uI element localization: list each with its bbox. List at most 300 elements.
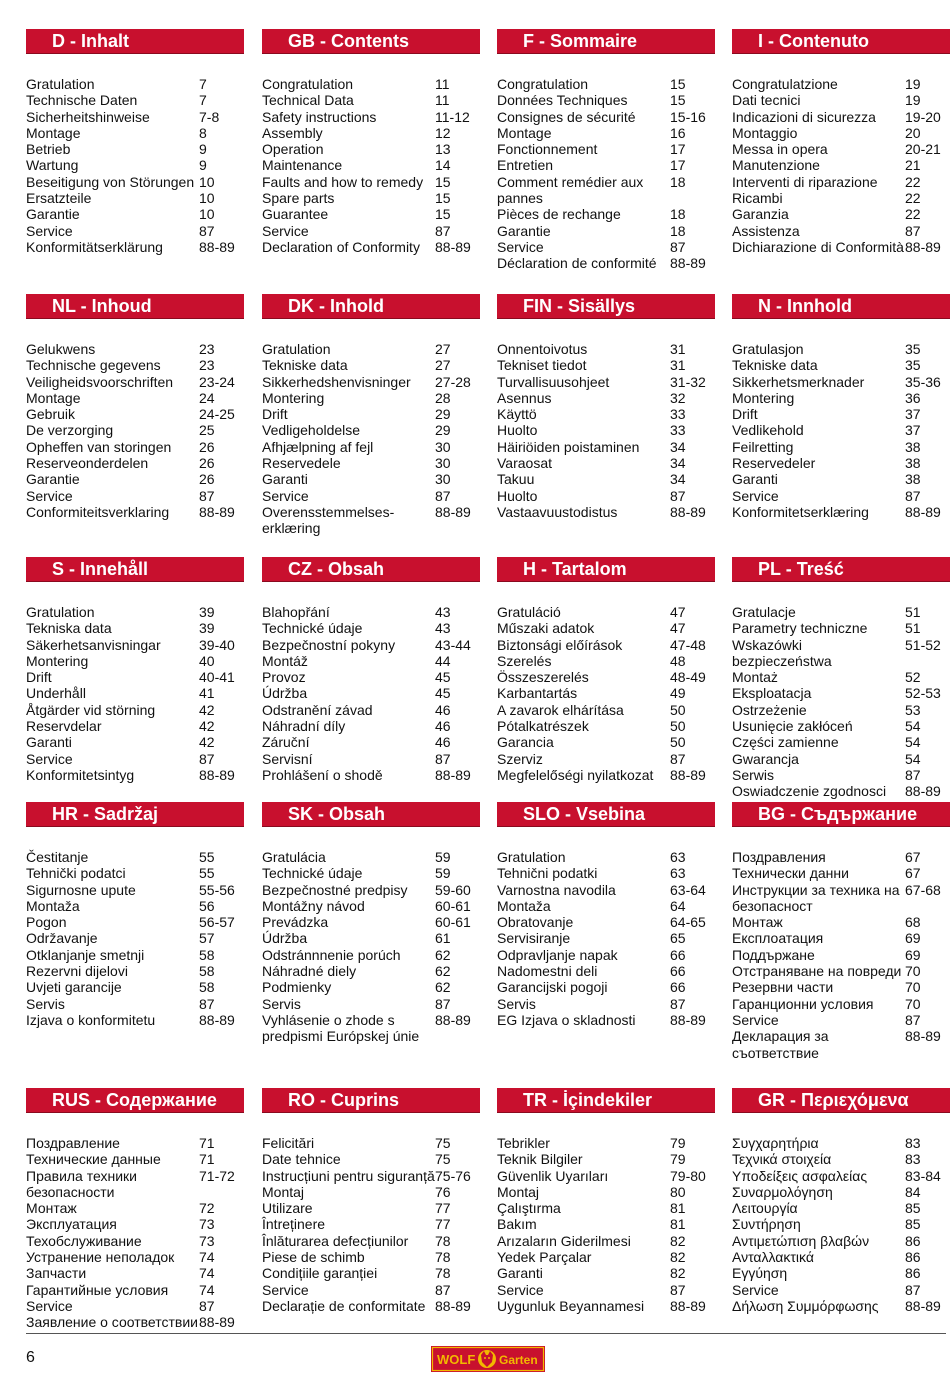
toc-entry bbox=[262, 1151, 480, 1167]
entry-page: 40-41 bbox=[199, 669, 235, 686]
toc-entry bbox=[497, 471, 715, 487]
entry-page: 59 bbox=[435, 849, 451, 865]
toc-entry bbox=[262, 849, 480, 865]
toc-entry bbox=[262, 504, 480, 537]
entry-page: 71 bbox=[199, 1151, 215, 1168]
toc-entry bbox=[497, 849, 715, 865]
section-header bbox=[262, 802, 480, 826]
footer-divider bbox=[26, 1333, 946, 1334]
toc-entry bbox=[497, 637, 715, 653]
toc-entry bbox=[732, 604, 950, 620]
entry-label: Servis bbox=[262, 995, 301, 1012]
entry-label: Montage bbox=[26, 124, 81, 141]
entry-page: 87 bbox=[199, 487, 215, 504]
toc-entry bbox=[732, 76, 950, 92]
entry-label: Dati tecnici bbox=[732, 92, 801, 109]
toc-entry bbox=[262, 422, 480, 438]
entry-page: 49 bbox=[670, 685, 686, 702]
toc-entry bbox=[732, 882, 950, 915]
toc-entry bbox=[26, 1135, 244, 1151]
entry-label: Pogon bbox=[26, 914, 67, 931]
entry-page: 39-40 bbox=[199, 636, 235, 653]
toc-section-f bbox=[497, 29, 715, 272]
language-code: RUS bbox=[52, 1090, 91, 1110]
entry-label: De verzorging bbox=[26, 422, 114, 439]
section-header bbox=[26, 29, 244, 53]
entry-label: Montáž bbox=[262, 652, 308, 669]
entry-label: Техобслуживание bbox=[26, 1232, 142, 1249]
toc-entry bbox=[732, 669, 950, 685]
entry-label: Teknik Bilgiler bbox=[497, 1151, 583, 1168]
entry-label: Service bbox=[497, 238, 544, 255]
toc-entry bbox=[262, 669, 480, 685]
toc-entry bbox=[26, 488, 244, 504]
entry-label: Szerelés bbox=[497, 652, 552, 669]
entry-label: Технические данные bbox=[26, 1151, 161, 1168]
toc-list bbox=[497, 341, 715, 520]
entry-page: 87 bbox=[670, 995, 686, 1012]
header-separator: - bbox=[64, 559, 81, 579]
entry-page: 56-57 bbox=[199, 914, 235, 931]
entry-page: 51 bbox=[905, 620, 921, 637]
toc-entry bbox=[732, 751, 950, 767]
toc-section-cz bbox=[262, 557, 480, 783]
entry-page: 76 bbox=[435, 1183, 451, 1200]
section-header bbox=[732, 29, 950, 53]
entry-page: 58 bbox=[199, 946, 215, 963]
toc-entry bbox=[26, 174, 244, 190]
toc-entry bbox=[497, 1282, 715, 1298]
entry-page: 81 bbox=[670, 1216, 686, 1233]
toc-entry bbox=[26, 947, 244, 963]
toc-entry bbox=[262, 374, 480, 390]
entry-page: 65 bbox=[670, 930, 686, 947]
entry-label: Nadomestni deli bbox=[497, 963, 598, 980]
toc-entry bbox=[732, 620, 950, 636]
toc-entry bbox=[26, 92, 244, 108]
entry-page: 22 bbox=[905, 173, 921, 190]
entry-page: 59-60 bbox=[435, 881, 471, 898]
toc-entry bbox=[26, 141, 244, 157]
toc-entry bbox=[732, 947, 950, 963]
entry-page: 88-89 bbox=[435, 503, 471, 520]
entry-label: Údržba bbox=[262, 685, 308, 702]
entry-label: Konformitetsintyg bbox=[26, 766, 135, 783]
entry-label: Műszaki adatok bbox=[497, 620, 595, 637]
entry-label: Gwarancja bbox=[732, 750, 799, 767]
toc-entry bbox=[26, 125, 244, 141]
entry-page: 88-89 bbox=[905, 1028, 941, 1045]
entry-page: 88-89 bbox=[435, 238, 471, 255]
entry-page: 42 bbox=[199, 701, 215, 718]
entry-label: Garantie bbox=[26, 206, 80, 223]
toc-entry bbox=[497, 157, 715, 173]
toc-section-dk bbox=[262, 294, 480, 537]
entry-page: 33 bbox=[670, 422, 686, 439]
entry-page: 70 bbox=[905, 995, 921, 1012]
toc-entry bbox=[732, 174, 950, 190]
entry-page: 24-25 bbox=[199, 406, 235, 423]
entry-page: 87 bbox=[199, 750, 215, 767]
toc-section-tr bbox=[497, 1088, 715, 1314]
entry-label: Montaj bbox=[497, 1183, 540, 1200]
entry-page: 21 bbox=[905, 157, 921, 174]
toc-entry bbox=[262, 1282, 480, 1298]
toc-entry bbox=[497, 1184, 715, 1200]
toc-entry bbox=[262, 1012, 480, 1045]
entry-label: Монтаж bbox=[732, 914, 783, 931]
entry-label: Montage bbox=[26, 389, 81, 406]
entry-label: Гаранционни условия bbox=[732, 995, 874, 1012]
entry-label: Opheffen van storingen bbox=[26, 438, 172, 455]
header-separator: - bbox=[560, 804, 577, 824]
entry-page: 19 bbox=[905, 92, 921, 109]
entry-label: Onnentoivotus bbox=[497, 341, 588, 357]
toc-list bbox=[26, 341, 244, 520]
toc-section-pl bbox=[732, 557, 950, 800]
entry-label: Drift bbox=[262, 406, 288, 423]
toc-entry bbox=[262, 406, 480, 422]
entry-page: 55 bbox=[199, 865, 215, 882]
toc-entry bbox=[262, 963, 480, 979]
entry-page: 46 bbox=[435, 734, 451, 751]
toc-entry bbox=[732, 963, 950, 979]
entry-page: 75 bbox=[435, 1151, 451, 1168]
toc-entry bbox=[732, 1233, 950, 1249]
entry-page: 30 bbox=[435, 438, 451, 455]
toc-list bbox=[262, 341, 480, 537]
entry-label: Montaj bbox=[262, 1183, 305, 1200]
entry-page: 74 bbox=[199, 1281, 215, 1298]
entry-label: Reserveonderdelen bbox=[26, 455, 149, 472]
entry-page: 87 bbox=[199, 1297, 215, 1314]
entry-label: Megfelelőségi nyilatkozat bbox=[497, 766, 654, 783]
entry-page: 78 bbox=[435, 1249, 451, 1266]
entry-page: 58 bbox=[199, 963, 215, 980]
entry-label: Veiligheidsvoorschriften bbox=[26, 373, 174, 390]
header-separator: - bbox=[536, 559, 552, 579]
entry-page: 11 bbox=[435, 92, 450, 109]
entry-page: 34 bbox=[670, 471, 686, 488]
entry-label: Entretien bbox=[497, 157, 554, 174]
toc-entry bbox=[497, 898, 715, 914]
entry-page: 88-89 bbox=[199, 238, 235, 255]
section-header bbox=[26, 294, 244, 318]
entry-page: 86 bbox=[905, 1232, 921, 1249]
entry-page: 86 bbox=[905, 1249, 921, 1266]
entry-label: Montage bbox=[497, 124, 552, 141]
entry-label: Garanti bbox=[262, 471, 308, 488]
toc-section-nl bbox=[26, 294, 244, 520]
toc-entry bbox=[732, 685, 950, 701]
toc-entry bbox=[26, 653, 244, 669]
entry-label: Service bbox=[497, 1281, 544, 1298]
toc-entry bbox=[732, 455, 950, 471]
section-header bbox=[26, 557, 244, 581]
toc-entry bbox=[26, 223, 244, 239]
section-title: Sommaire bbox=[550, 31, 638, 51]
toc-entry bbox=[26, 1233, 244, 1249]
section-header bbox=[262, 1088, 480, 1112]
entry-page: 27 bbox=[435, 341, 451, 357]
entry-label: Huolto bbox=[497, 487, 538, 504]
entry-label: Uygunluk Beyannamesi bbox=[497, 1297, 645, 1314]
entry-label: Konformitetserklæring bbox=[732, 503, 869, 520]
entry-label: Гарантийные условия bbox=[26, 1281, 169, 1298]
toc-entry bbox=[26, 751, 244, 767]
toc-entry bbox=[26, 504, 244, 520]
entry-page: 32 bbox=[670, 389, 686, 406]
toc-entry bbox=[262, 109, 480, 125]
header-separator: - bbox=[314, 296, 330, 316]
toc-entry bbox=[262, 898, 480, 914]
section-title: Inhold bbox=[330, 296, 384, 316]
toc-entry bbox=[497, 947, 715, 963]
entry-label: Čestitanje bbox=[26, 849, 89, 865]
toc-entry bbox=[497, 206, 715, 222]
entry-label: Резервни части bbox=[732, 979, 834, 996]
entry-label: Поздравление bbox=[26, 1135, 120, 1151]
toc-entry bbox=[497, 751, 715, 767]
entry-label: Wskazówki bezpieczeństwa bbox=[732, 636, 832, 669]
section-title: Tartalom bbox=[552, 559, 627, 579]
entry-page: 11-12 bbox=[435, 108, 470, 125]
toc-entry bbox=[497, 1233, 715, 1249]
toc-entry bbox=[732, 1298, 950, 1314]
entry-label: Gratulácia bbox=[262, 849, 326, 865]
toc-list bbox=[26, 76, 244, 255]
entry-label: Operation bbox=[262, 141, 324, 158]
toc-entry bbox=[262, 1233, 480, 1249]
entry-label: Käyttö bbox=[497, 406, 537, 423]
entry-label: Déclaration de conformité bbox=[497, 255, 657, 272]
entry-label: Usunięcie zakłóceń bbox=[732, 718, 853, 735]
toc-entry bbox=[262, 914, 480, 930]
entry-label: Afhjælpning af fejl bbox=[262, 438, 374, 455]
toc-section-sk bbox=[262, 802, 480, 1045]
section-title: Sisällys bbox=[568, 296, 636, 316]
section-header bbox=[732, 294, 950, 318]
toc-entry bbox=[497, 390, 715, 406]
toc-entry bbox=[732, 439, 950, 455]
entry-label: Beseitigung von Störungen bbox=[26, 173, 195, 190]
entry-label: Prevádzka bbox=[262, 914, 329, 931]
section-header bbox=[732, 557, 950, 581]
toc-entry bbox=[262, 223, 480, 239]
entry-label: Declarație de conformitate bbox=[262, 1297, 426, 1314]
entry-page: 8 bbox=[199, 124, 207, 141]
toc-entry bbox=[262, 190, 480, 206]
toc-entry bbox=[262, 979, 480, 995]
entry-label: Garancijski pogoji bbox=[497, 979, 608, 996]
header-separator: - bbox=[65, 31, 81, 51]
entry-label: Conformiteitsverklaring bbox=[26, 503, 170, 520]
entry-page: 56 bbox=[199, 897, 215, 914]
toc-entry bbox=[262, 930, 480, 946]
entry-page: 39 bbox=[199, 604, 215, 620]
toc-entry bbox=[26, 1314, 244, 1330]
entry-page: 33 bbox=[670, 406, 686, 423]
toc-entry bbox=[262, 1135, 480, 1151]
entry-page: 52 bbox=[905, 669, 921, 686]
toc-entry bbox=[732, 1012, 950, 1028]
toc-section-gb bbox=[262, 29, 480, 255]
entry-page: 35-36 bbox=[905, 373, 941, 390]
entry-label: Pièces de rechange bbox=[497, 206, 621, 223]
entry-page: 42 bbox=[199, 718, 215, 735]
toc-entry bbox=[732, 1184, 950, 1200]
section-header bbox=[262, 557, 480, 581]
toc-section-h bbox=[497, 557, 715, 783]
toc-entry bbox=[497, 357, 715, 373]
entry-label: Indicazioni di sicurezza bbox=[732, 108, 876, 125]
toc-list bbox=[262, 1135, 480, 1314]
entry-page: 58 bbox=[199, 979, 215, 996]
entry-label: Заявление о соответствии bbox=[26, 1314, 198, 1331]
entry-label: Eksploatacja bbox=[732, 685, 812, 702]
entry-page: 9 bbox=[199, 141, 207, 158]
entry-label: Montering bbox=[26, 652, 89, 669]
entry-page: 34 bbox=[670, 455, 686, 472]
toc-list bbox=[262, 849, 480, 1045]
section-header bbox=[497, 294, 715, 318]
entry-page: 20-21 bbox=[905, 141, 941, 158]
toc-entry bbox=[497, 341, 715, 357]
entry-page: 23 bbox=[199, 341, 215, 357]
toc-entry bbox=[732, 1282, 950, 1298]
entry-label: Technické údaje bbox=[262, 620, 363, 637]
entry-page: 30 bbox=[435, 455, 451, 472]
entry-page: 87 bbox=[435, 750, 451, 767]
language-code: I bbox=[758, 31, 764, 51]
entry-page: 7 bbox=[199, 92, 207, 109]
toc-entry bbox=[262, 206, 480, 222]
entry-page: 87 bbox=[905, 766, 921, 783]
toc-entry bbox=[26, 620, 244, 636]
entry-label: Service bbox=[26, 750, 73, 767]
entry-page: 88-89 bbox=[905, 503, 941, 520]
toc-entry bbox=[732, 341, 950, 357]
toc-entry bbox=[497, 702, 715, 718]
entry-page: 82 bbox=[670, 1249, 686, 1266]
toc-section-i bbox=[732, 29, 950, 255]
toc-entry bbox=[26, 1168, 244, 1201]
entry-label: Çalıştırma bbox=[497, 1200, 561, 1217]
toc-entry bbox=[497, 125, 715, 141]
toc-section-ro bbox=[262, 1088, 480, 1314]
entry-label: Otklanjanje smetnji bbox=[26, 946, 145, 963]
toc-entry bbox=[262, 92, 480, 108]
entry-label: Gratulation bbox=[497, 849, 566, 865]
language-code: CZ bbox=[288, 559, 312, 579]
section-title: Vsebina bbox=[576, 804, 646, 824]
toc-entry bbox=[26, 898, 244, 914]
entry-page: 26 bbox=[199, 438, 215, 455]
entry-page: 23 bbox=[199, 357, 215, 374]
toc-entry bbox=[497, 1249, 715, 1265]
toc-entry bbox=[26, 1265, 244, 1281]
entry-page: 15 bbox=[435, 206, 451, 223]
entry-page: 38 bbox=[905, 471, 921, 488]
toc-section-rus bbox=[26, 1088, 244, 1331]
section-title: Treść bbox=[796, 559, 844, 579]
toc-entry bbox=[732, 239, 950, 255]
toc-entry bbox=[497, 1168, 715, 1184]
entry-label: Gratulation bbox=[26, 604, 95, 620]
entry-label: Gelukwens bbox=[26, 341, 96, 357]
entry-label: Gebruik bbox=[26, 406, 76, 423]
toc-entry bbox=[732, 930, 950, 946]
toc-list bbox=[732, 849, 950, 1061]
entry-label: Piese de schimb bbox=[262, 1249, 365, 1266]
entry-label: Устранение неполадок bbox=[26, 1249, 175, 1266]
entry-label: Garantie bbox=[26, 471, 80, 488]
entry-page: 47 bbox=[670, 604, 686, 620]
entry-label: Záruční bbox=[262, 734, 310, 751]
entry-page: 54 bbox=[905, 718, 921, 735]
toc-entry bbox=[262, 685, 480, 701]
entry-page: 35 bbox=[905, 357, 921, 374]
entry-page: 53 bbox=[905, 701, 921, 718]
entry-label: Garanti bbox=[732, 471, 778, 488]
entry-page: 85 bbox=[905, 1200, 921, 1217]
entry-page: 67 bbox=[905, 865, 921, 882]
entry-page: 88-89 bbox=[435, 766, 471, 783]
entry-label: Запчасти bbox=[26, 1265, 87, 1282]
entry-page: 69 bbox=[905, 946, 921, 963]
toc-section-hr bbox=[26, 802, 244, 1028]
entry-label: Odpravljanje napak bbox=[497, 946, 618, 963]
toc-entry bbox=[262, 357, 480, 373]
toc-entry bbox=[497, 963, 715, 979]
toc-entry bbox=[26, 849, 244, 865]
entry-page: 50 bbox=[670, 718, 686, 735]
toc-entry bbox=[497, 1135, 715, 1151]
section-title: Innehåll bbox=[80, 559, 149, 579]
entry-page: 9 bbox=[199, 157, 207, 174]
entry-label: Инструкции за техника на безопасност bbox=[732, 881, 900, 914]
toc-entry bbox=[262, 604, 480, 620]
toc-entry bbox=[497, 439, 715, 455]
entry-label: Монтаж bbox=[26, 1200, 77, 1217]
toc-entry bbox=[26, 914, 244, 930]
toc-entry bbox=[732, 1249, 950, 1265]
language-code: BG bbox=[758, 804, 785, 824]
toc-entry bbox=[262, 1184, 480, 1200]
toc-entry bbox=[26, 157, 244, 173]
entry-label: Garanti bbox=[497, 1265, 543, 1282]
toc-entry bbox=[26, 190, 244, 206]
toc-entry bbox=[262, 174, 480, 190]
entry-page: 88-89 bbox=[670, 503, 706, 520]
toc-entry bbox=[497, 930, 715, 946]
section-title: Sadržaj bbox=[94, 804, 159, 824]
entry-label: Konformitätserklärung bbox=[26, 238, 163, 255]
entry-page: 88-89 bbox=[199, 1011, 235, 1028]
entry-label: Betrieb bbox=[26, 141, 71, 158]
entry-page: 39 bbox=[199, 620, 215, 637]
entry-label: Guarantee bbox=[262, 206, 329, 223]
header-separator: - bbox=[547, 1090, 563, 1110]
entry-page: 88-89 bbox=[905, 1297, 941, 1314]
toc-entry bbox=[497, 1151, 715, 1167]
entry-page: 71 bbox=[199, 1135, 215, 1151]
entry-label: Condițiile garanției bbox=[262, 1265, 378, 1282]
entry-page: 77 bbox=[435, 1200, 451, 1217]
entry-page: 64 bbox=[670, 897, 686, 914]
entry-label: Serwis bbox=[732, 766, 775, 783]
toc-entry bbox=[26, 1282, 244, 1298]
